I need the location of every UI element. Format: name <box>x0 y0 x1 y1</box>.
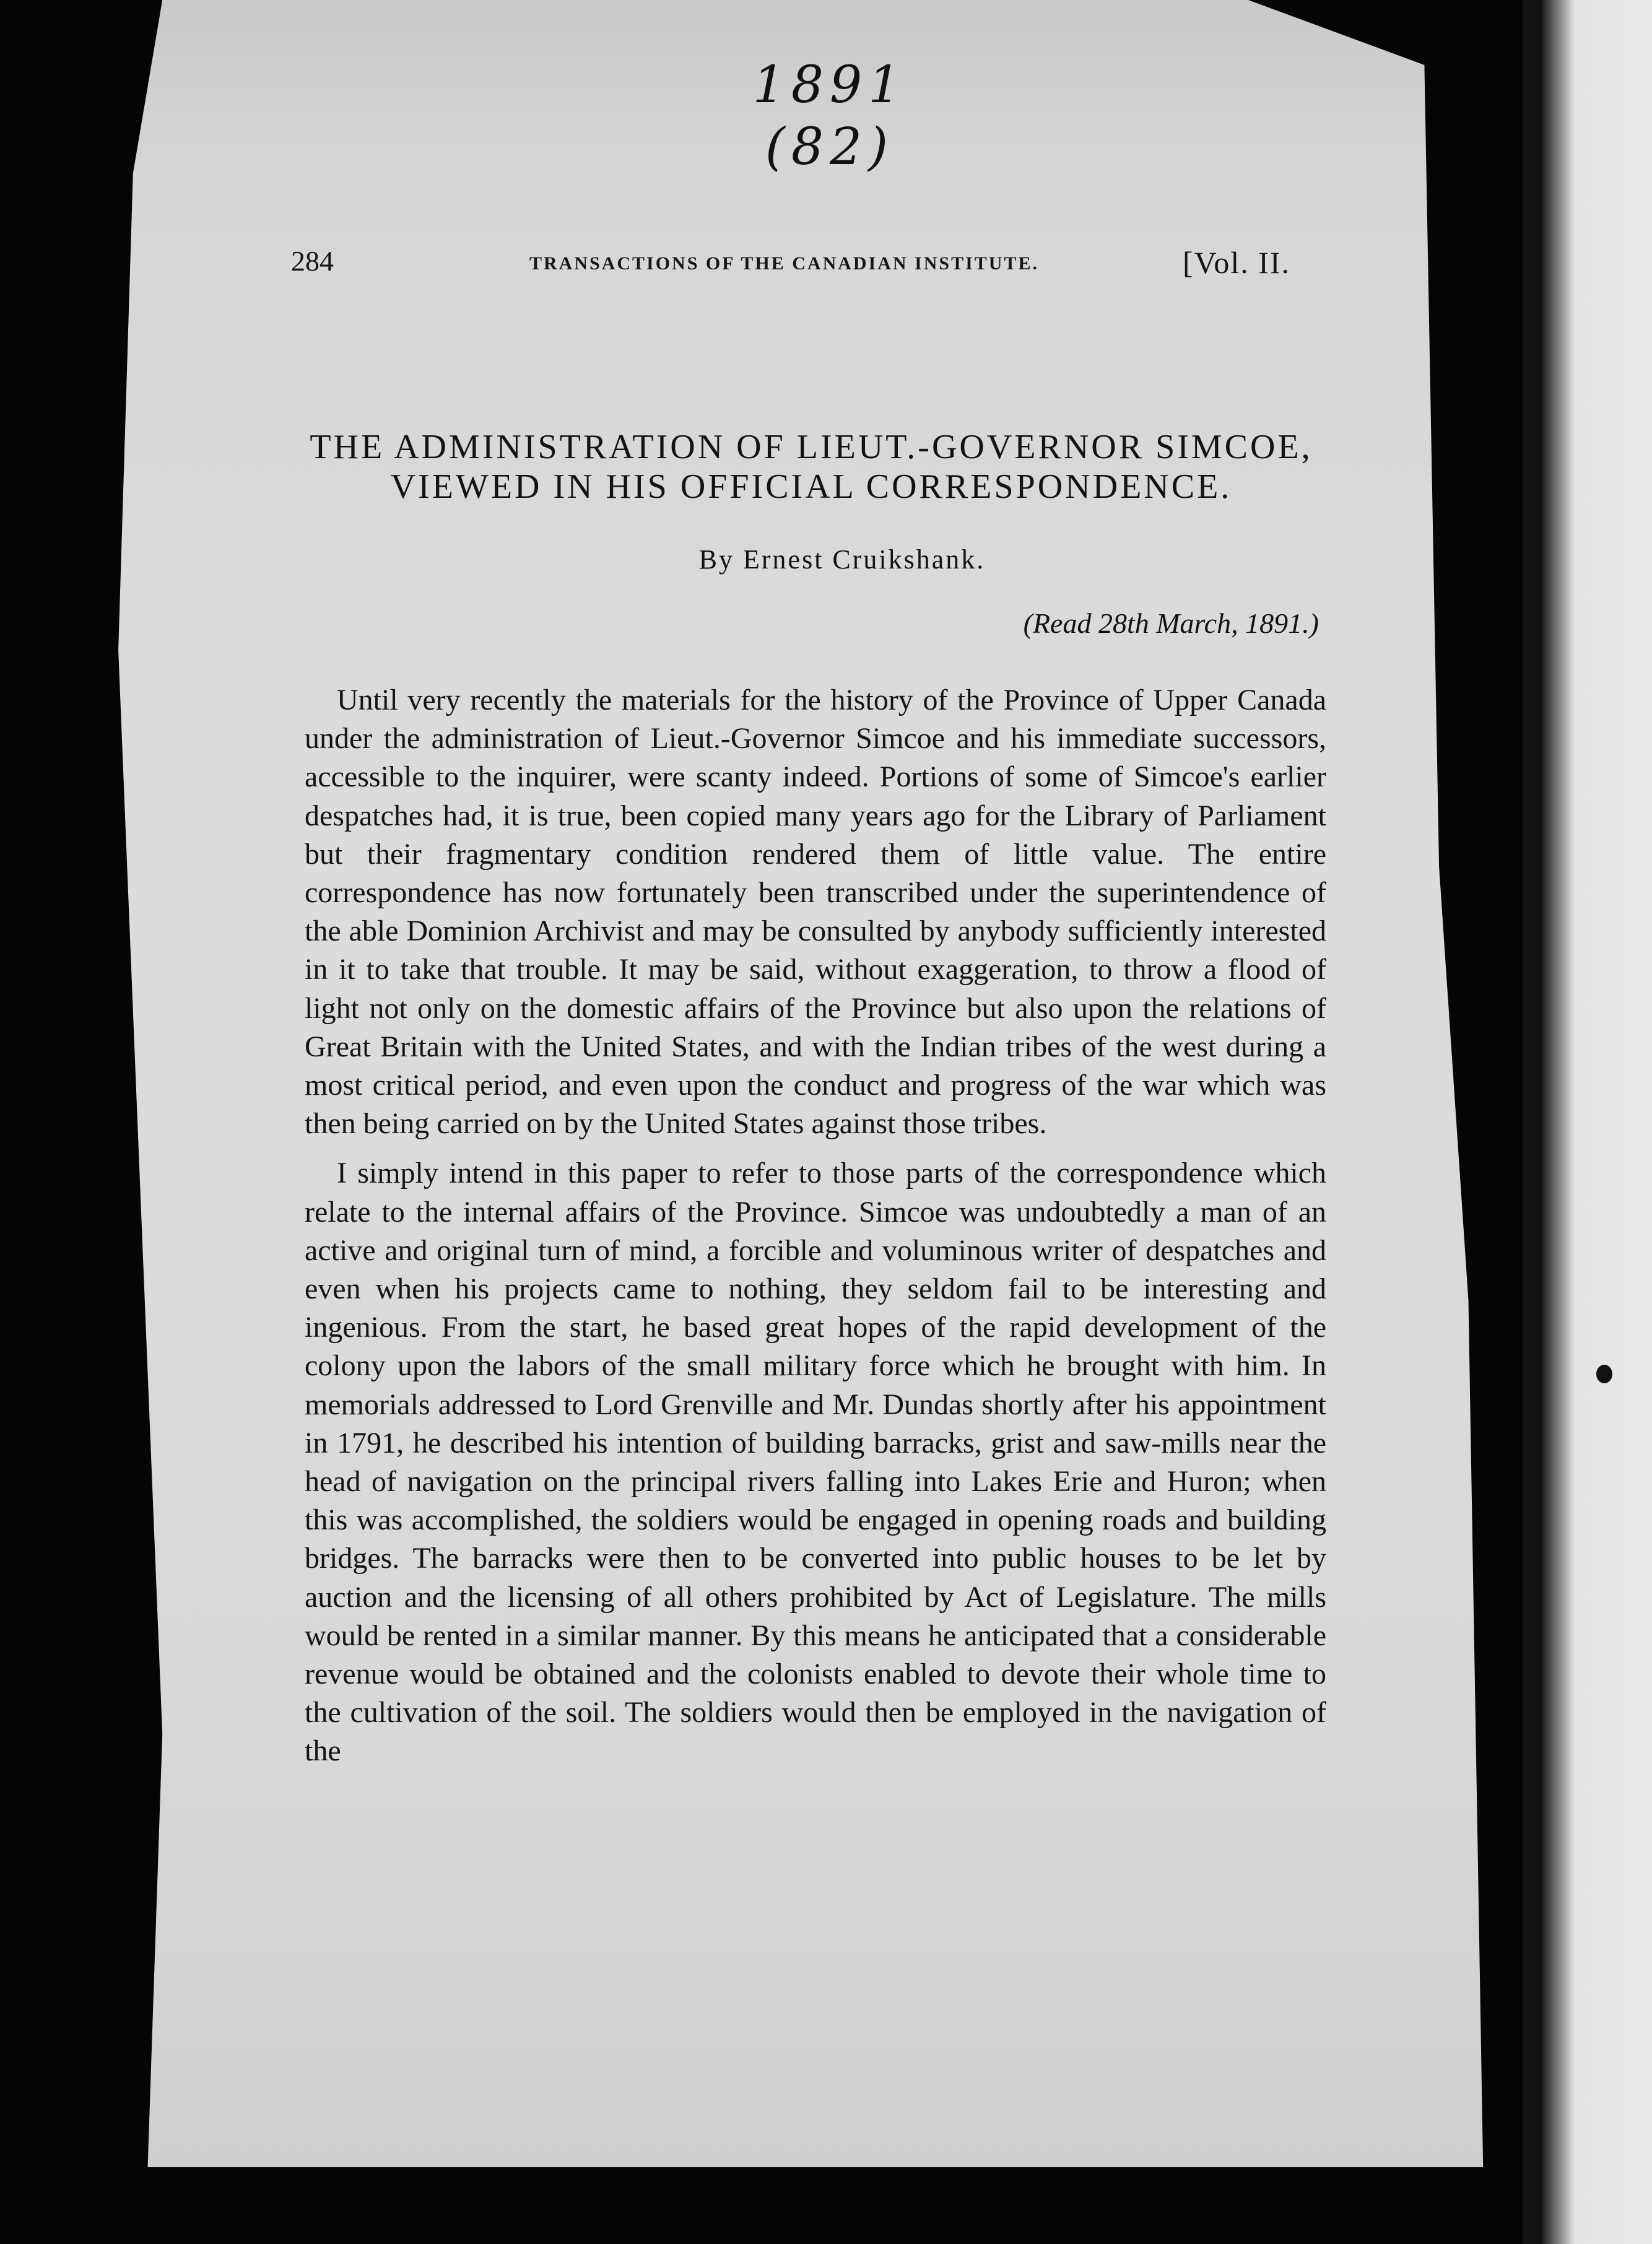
handwritten-year: 1891 <box>752 56 907 115</box>
article-title <box>266 427 1356 507</box>
paragraph: Until very recently the materials for the history of the Province of Upper Canada under the administration of Lieut.-Governor Simcoe and his immediate successors, accessible to the inquirer, were scanty indeed. Portions of some of Simcoe's earlier despatches had, it is true, been copied many years ago for the Library of Parliament but their fragmentary condition rendered them of little value. The entire correspondence has now fortunately been transcribed under the superintendence of the able Dominion Archivist and may be consulted by anybody sufficiently interested in it to take that trouble. It may be said, without exaggeration, to throw a flood of light not only on the domestic affairs of the Province but also upon the relations of Great Britain with the United States, and with the Indian tribes of the west during a most critical period, and even upon the conduct and progress of the war which was then being carried on by the United States against those tribes. <box>305 684 1326 1141</box>
adjacent-page-edge <box>1542 0 1652 2244</box>
ink-blot <box>1596 1365 1612 1383</box>
article-byline: By Ernest Cruikshank. <box>698 544 986 575</box>
paragraph: I simply intend in this paper to refer to those parts of the correspondence which relate to the internal affairs of the Province. Simcoe was undoubtedly a man of an active and original turn of mind, a forcible and voluminous writer of despatches and even when his projects came to nothing, they seldom fail to be interesting and ingenious. From the start, he based great hopes of the rapid development of the colony upon the labors of the small military force which he brought with him. In memorials addressed to Lord Grenville and Mr. Dundas shortly after his appointment in 1791, he described his intention of building barracks, grist and saw-mills near the head of navigation on the principal rivers falling into Lakes Erie and Huron; when this was accomplished, the soldiers would be engaged in opening roads and building bridges. The barracks were then to be converted into public houses to be let by auction and the licensing of all others prohibited by Act of Legislature. The mills would be rented in a similar manner. By this means he anticipated that a considerable revenue would be obtained and the colonists enabled to devote their whole time to the cultivation of the soil. The soldiers would then be employed in the navigation of the <box>305 1157 1326 1768</box>
article-title-line-1: THE ADMINISTRATION OF LIEUT.-GOVERNOR SIMCOE, <box>310 428 1313 466</box>
page-header <box>291 245 1319 288</box>
volume-label: [Vol. II. <box>1183 245 1291 280</box>
article-body <box>305 681 1326 1782</box>
read-date: (Read 28th March, 1891.) <box>1023 607 1319 639</box>
page-number: 284 <box>291 245 334 277</box>
article-title-line-2: VIEWED IN HIS OFFICIAL CORRESPONDENCE. <box>390 468 1232 506</box>
running-title: TRANSACTIONS OF THE CANADIAN INSTITUTE. <box>529 253 1039 274</box>
handwritten-number: (82) <box>765 118 895 176</box>
